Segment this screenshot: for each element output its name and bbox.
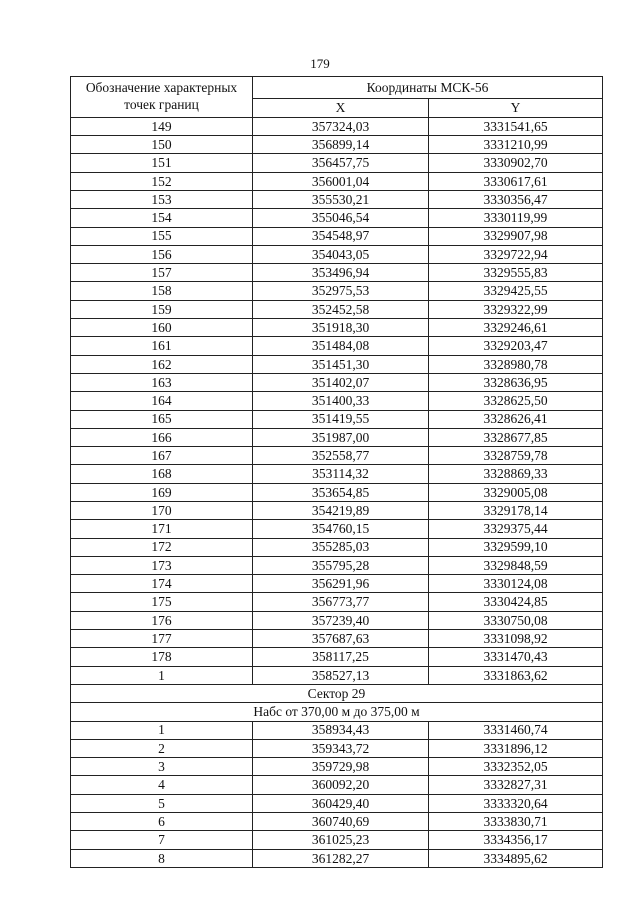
x-coordinate-cell: 352452,58	[253, 300, 429, 318]
y-coordinate-cell: 3334895,62	[429, 849, 603, 867]
table-row	[71, 392, 603, 410]
y-coordinate-cell: 3333830,71	[429, 813, 603, 831]
y-coordinate-cell: 3332827,31	[429, 776, 603, 794]
y-coordinate-cell: 3330424,85	[429, 593, 603, 611]
point-id-cell: 159	[71, 300, 253, 318]
table-row	[71, 245, 603, 263]
point-id-cell: 166	[71, 428, 253, 446]
table-header	[71, 77, 603, 118]
x-coordinate-cell: 360092,20	[253, 776, 429, 794]
y-coordinate-cell: 3330124,08	[429, 575, 603, 593]
point-id-cell: 175	[71, 593, 253, 611]
x-coordinate-cell: 355046,54	[253, 209, 429, 227]
y-coordinate-cell: 3331896,12	[429, 739, 603, 757]
y-coordinate-cell: 3330617,61	[429, 172, 603, 190]
y-coordinate-cell: 3332352,05	[429, 758, 603, 776]
table-row	[71, 593, 603, 611]
x-coordinate-cell: 355795,28	[253, 556, 429, 574]
point-id-cell: 169	[71, 483, 253, 501]
table-row	[71, 849, 603, 867]
y-coordinate-cell: 3328625,50	[429, 392, 603, 410]
sector-section	[71, 684, 603, 721]
point-id-cell: 8	[71, 849, 253, 867]
point-id-cell: 177	[71, 630, 253, 648]
x-coordinate-cell: 357687,63	[253, 630, 429, 648]
point-id-cell: 174	[71, 575, 253, 593]
table-row	[71, 538, 603, 556]
y-coordinate-cell: 3329907,98	[429, 227, 603, 245]
point-id-cell: 165	[71, 410, 253, 428]
point-id-cell: 3	[71, 758, 253, 776]
x-coordinate-cell: 353114,32	[253, 465, 429, 483]
table-row	[71, 611, 603, 629]
x-coordinate-cell: 351400,33	[253, 392, 429, 410]
x-column-header: X	[253, 98, 429, 117]
point-id-cell: 1	[71, 721, 253, 739]
y-coordinate-cell: 3330750,08	[429, 611, 603, 629]
table-row	[71, 575, 603, 593]
x-coordinate-cell: 354760,15	[253, 520, 429, 538]
point-id-cell: 158	[71, 282, 253, 300]
x-coordinate-cell: 351402,07	[253, 373, 429, 391]
table-row	[71, 648, 603, 666]
y-coordinate-cell: 3328980,78	[429, 355, 603, 373]
x-coordinate-cell: 354219,89	[253, 501, 429, 519]
y-coordinate-cell: 3329178,14	[429, 501, 603, 519]
x-coordinate-cell: 355285,03	[253, 538, 429, 556]
x-coordinate-cell: 353496,94	[253, 264, 429, 282]
page-number: 179	[310, 56, 330, 71]
point-id-cell: 173	[71, 556, 253, 574]
y-coordinate-cell: 3330119,99	[429, 209, 603, 227]
table-row	[71, 758, 603, 776]
coordinates-table	[70, 76, 603, 868]
point-id-cell: 149	[71, 117, 253, 135]
point-id-cell: 151	[71, 154, 253, 172]
x-coordinate-cell: 359343,72	[253, 739, 429, 757]
point-id-cell: 170	[71, 501, 253, 519]
point-id-cell: 154	[71, 209, 253, 227]
point-id-cell: 153	[71, 190, 253, 208]
point-id-cell: 171	[71, 520, 253, 538]
point-designation-header: Обозначение характерных точек границ	[71, 77, 253, 118]
y-coordinate-cell: 3331470,43	[429, 648, 603, 666]
point-id-cell: 161	[71, 337, 253, 355]
x-coordinate-cell: 351918,30	[253, 319, 429, 337]
table-body-sector	[71, 721, 603, 867]
y-coordinate-cell: 3333320,64	[429, 794, 603, 812]
table-row	[71, 172, 603, 190]
x-coordinate-cell: 358117,25	[253, 648, 429, 666]
point-id-cell: 2	[71, 739, 253, 757]
y-coordinate-cell: 3329722,94	[429, 245, 603, 263]
table-row	[71, 355, 603, 373]
table-row	[71, 190, 603, 208]
point-id-cell: 155	[71, 227, 253, 245]
table-row	[71, 154, 603, 172]
table-row	[71, 227, 603, 245]
point-id-cell: 6	[71, 813, 253, 831]
x-coordinate-cell: 356291,96	[253, 575, 429, 593]
x-coordinate-cell: 353654,85	[253, 483, 429, 501]
y-coordinate-cell: 3328626,41	[429, 410, 603, 428]
table-row	[71, 776, 603, 794]
point-id-cell: 160	[71, 319, 253, 337]
x-coordinate-cell: 361282,27	[253, 849, 429, 867]
point-id-cell: 7	[71, 831, 253, 849]
x-coordinate-cell: 356899,14	[253, 136, 429, 154]
x-coordinate-cell: 351484,08	[253, 337, 429, 355]
x-coordinate-cell: 360740,69	[253, 813, 429, 831]
y-coordinate-cell: 3329599,10	[429, 538, 603, 556]
x-coordinate-cell: 361025,23	[253, 831, 429, 849]
x-coordinate-cell: 351419,55	[253, 410, 429, 428]
x-coordinate-cell: 356773,77	[253, 593, 429, 611]
point-id-cell: 178	[71, 648, 253, 666]
table-row	[71, 465, 603, 483]
point-id-cell: 152	[71, 172, 253, 190]
table-row	[71, 209, 603, 227]
y-coordinate-cell: 3329375,44	[429, 520, 603, 538]
point-id-cell: 156	[71, 245, 253, 263]
y-coordinate-cell: 3331098,92	[429, 630, 603, 648]
point-id-cell: 163	[71, 373, 253, 391]
y-coordinate-cell: 3329425,55	[429, 282, 603, 300]
y-coordinate-cell: 3329203,47	[429, 337, 603, 355]
table-row	[71, 520, 603, 538]
table-row	[71, 831, 603, 849]
x-coordinate-cell: 357324,03	[253, 117, 429, 135]
y-column-header: Y	[429, 98, 603, 117]
sector-subtitle: Набс от 370,00 м до 375,00 м	[71, 703, 603, 721]
x-coordinate-cell: 357239,40	[253, 611, 429, 629]
table-row	[71, 410, 603, 428]
point-id-cell: 172	[71, 538, 253, 556]
sector-title: Сектор 29	[71, 684, 603, 702]
x-coordinate-cell: 351451,30	[253, 355, 429, 373]
table-row	[71, 666, 603, 684]
y-coordinate-cell: 3329322,99	[429, 300, 603, 318]
table-row	[71, 337, 603, 355]
point-id-cell: 162	[71, 355, 253, 373]
table-row	[71, 428, 603, 446]
point-id-cell: 1	[71, 666, 253, 684]
y-coordinate-cell: 3330902,70	[429, 154, 603, 172]
y-coordinate-cell: 3331210,99	[429, 136, 603, 154]
table-row	[71, 556, 603, 574]
x-coordinate-cell: 358934,43	[253, 721, 429, 739]
table-row	[71, 373, 603, 391]
x-coordinate-cell: 354548,97	[253, 227, 429, 245]
y-coordinate-cell: 3328677,85	[429, 428, 603, 446]
x-coordinate-cell: 351987,00	[253, 428, 429, 446]
table-row	[71, 794, 603, 812]
table-row	[71, 264, 603, 282]
y-coordinate-cell: 3328869,33	[429, 465, 603, 483]
table-row	[71, 739, 603, 757]
y-coordinate-cell: 3330356,47	[429, 190, 603, 208]
y-coordinate-cell: 3329246,61	[429, 319, 603, 337]
table-body-main	[71, 117, 603, 684]
y-coordinate-cell: 3328759,78	[429, 447, 603, 465]
x-coordinate-cell: 358527,13	[253, 666, 429, 684]
y-coordinate-cell: 3328636,95	[429, 373, 603, 391]
point-id-cell: 168	[71, 465, 253, 483]
x-coordinate-cell: 355530,21	[253, 190, 429, 208]
table-row	[71, 447, 603, 465]
point-id-cell: 167	[71, 447, 253, 465]
point-id-cell: 150	[71, 136, 253, 154]
x-coordinate-cell: 356001,04	[253, 172, 429, 190]
coordinates-system-header: Координаты МСК-56	[253, 77, 603, 99]
table-row	[71, 300, 603, 318]
table-row	[71, 483, 603, 501]
table-row	[71, 813, 603, 831]
x-coordinate-cell: 352558,77	[253, 447, 429, 465]
point-id-cell: 164	[71, 392, 253, 410]
y-coordinate-cell: 3329005,08	[429, 483, 603, 501]
y-coordinate-cell: 3331541,65	[429, 117, 603, 135]
table-row	[71, 721, 603, 739]
point-id-cell: 157	[71, 264, 253, 282]
x-coordinate-cell: 356457,75	[253, 154, 429, 172]
table-row	[71, 630, 603, 648]
y-coordinate-cell: 3329555,83	[429, 264, 603, 282]
table-row	[71, 117, 603, 135]
point-id-cell: 176	[71, 611, 253, 629]
table-row	[71, 501, 603, 519]
x-coordinate-cell: 354043,05	[253, 245, 429, 263]
x-coordinate-cell: 352975,53	[253, 282, 429, 300]
y-coordinate-cell: 3331863,62	[429, 666, 603, 684]
y-coordinate-cell: 3334356,17	[429, 831, 603, 849]
x-coordinate-cell: 359729,98	[253, 758, 429, 776]
y-coordinate-cell: 3331460,74	[429, 721, 603, 739]
y-coordinate-cell: 3329848,59	[429, 556, 603, 574]
table-row	[71, 282, 603, 300]
table-row	[71, 136, 603, 154]
x-coordinate-cell: 360429,40	[253, 794, 429, 812]
point-id-cell: 5	[71, 794, 253, 812]
table-row	[71, 319, 603, 337]
point-id-cell: 4	[71, 776, 253, 794]
